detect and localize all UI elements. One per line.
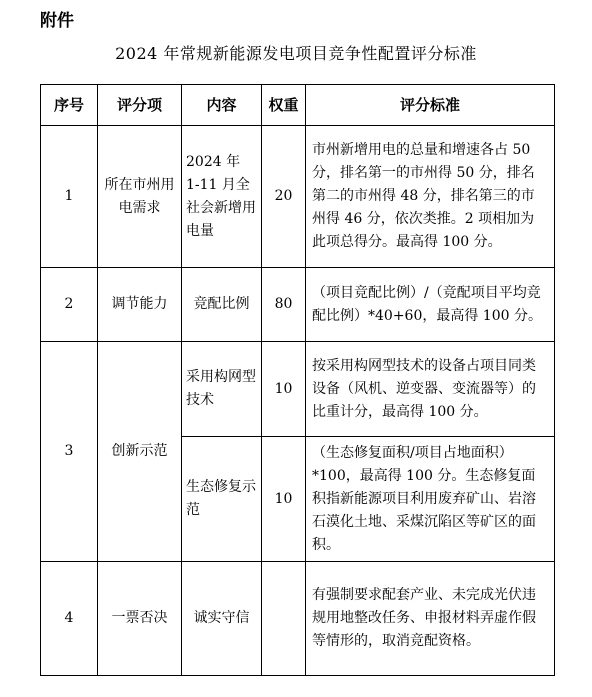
table-header-row	[41, 85, 555, 126]
column-header: 序号	[41, 85, 98, 126]
document-title: 2024 年常规新能源发电项目竞争性配置评分标准	[115, 44, 477, 63]
table-row	[41, 342, 555, 437]
content-cell: 采用构网型技术	[182, 342, 262, 437]
standard-cell: （生态修复面积/项目占地面积）*100，最高得 100 分。生态修复面积指新能源项目利用废弃矿山、岩溶石漠化土地、采煤沉陷区等矿区的面积。	[306, 437, 555, 562]
table-row	[41, 126, 555, 268]
standard-cell: 市州新增用电的总量和增速各占 50 分，排名第一的市州得 50 分，排名第二的市州得 48 分，排名第三的市州得 46 分，依次类推。2 项相加为此项总得分。最高得 100 分。	[306, 126, 555, 268]
score-item: 所在市州用电需求	[98, 126, 182, 268]
column-header: 评分标准	[306, 85, 555, 126]
content-cell: 竞配比例	[182, 268, 262, 342]
scoring-table	[40, 84, 555, 676]
row-number: 2	[41, 268, 98, 342]
column-header: 评分项	[98, 85, 182, 126]
column-header: 权重	[262, 85, 306, 126]
content-cell: 2024 年 1-11 月全社会新增用电量	[182, 126, 262, 268]
weight-cell: 80	[262, 268, 306, 342]
content-cell: 诚实守信	[182, 562, 262, 676]
standard-cell: 按采用构网型技术的设备占项目同类设备（风机、逆变器、变流器等）的比重计分，最高得 100 分。	[306, 342, 555, 437]
column-header: 内容	[182, 85, 262, 126]
standard-cell: 有强制要求配套产业、未完成光伏违规用地整改任务、申报材料弄虚作假等情形的，取消竞配资格。	[306, 562, 555, 676]
weight-cell: 10	[262, 342, 306, 437]
standard-cell: （项目竞配比例）/（竞配项目平均竞配比例）*40+60，最高得 100 分。	[306, 268, 555, 342]
row-number: 4	[41, 562, 98, 676]
weight-cell	[262, 562, 306, 676]
attachment-label: 附件	[40, 11, 74, 31]
score-item: 调节能力	[98, 268, 182, 342]
table-row	[41, 268, 555, 342]
row-number: 3	[41, 342, 98, 562]
weight-cell: 10	[262, 437, 306, 562]
row-number: 1	[41, 126, 98, 268]
table-row	[41, 562, 555, 676]
weight-cell: 20	[262, 126, 306, 268]
score-item: 一票否决	[98, 562, 182, 676]
score-item: 创新示范	[98, 342, 182, 562]
content-cell: 生态修复示范	[182, 437, 262, 562]
